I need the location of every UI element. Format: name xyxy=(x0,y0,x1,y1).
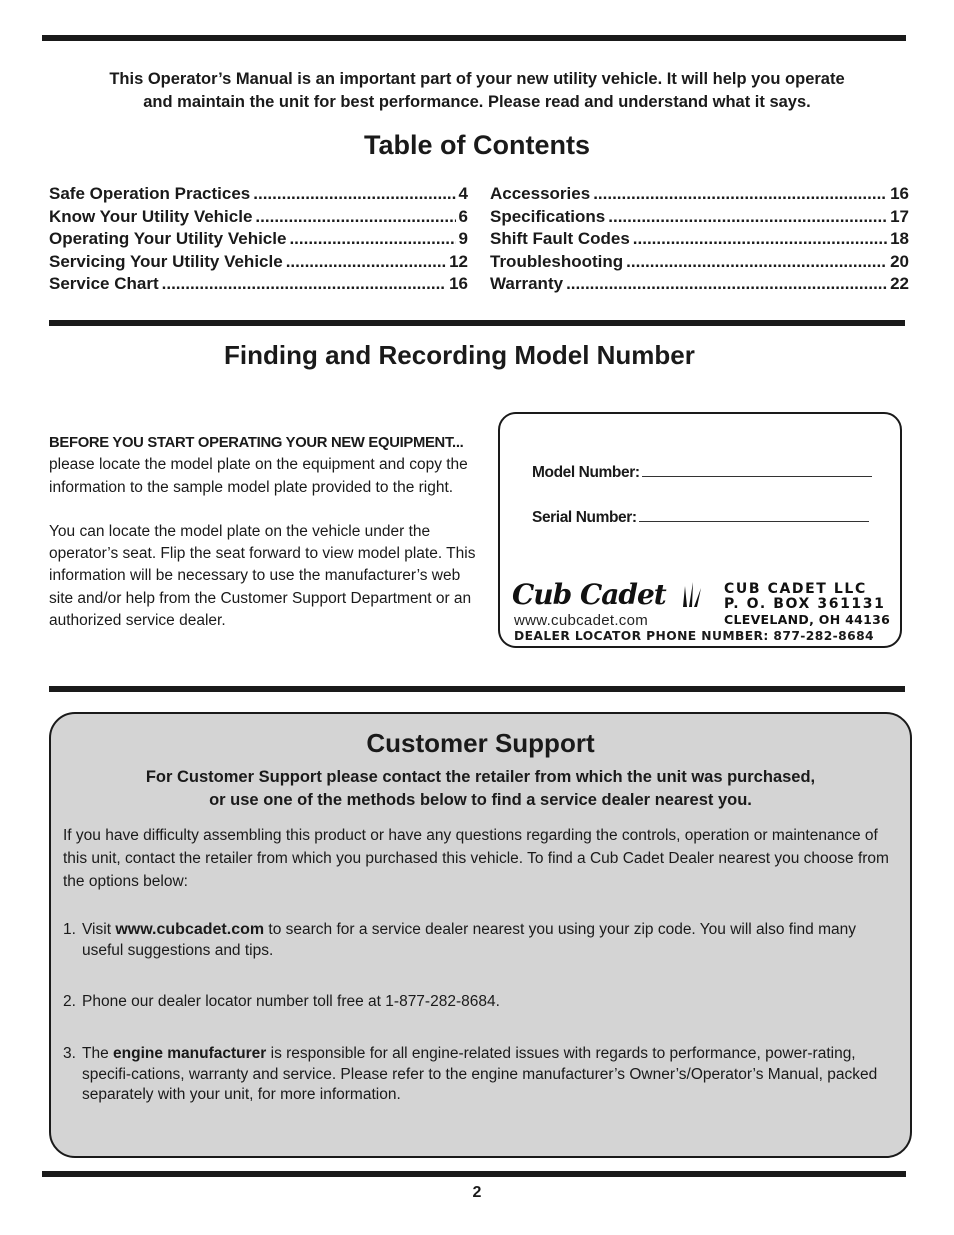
support-option-2 xyxy=(63,992,899,1013)
customer-support-title: Customer Support xyxy=(366,728,595,758)
model-instructions xyxy=(49,432,479,632)
top-rule xyxy=(42,35,906,41)
toc-entry-label: Shift Fault Codes xyxy=(490,229,630,249)
toc-entry-label: Accessories xyxy=(490,184,591,203)
toc-entry-label: Operating Your Utility Vehicle xyxy=(49,229,287,249)
customer-support-paragraph: If you have difficulty assembling this product or have any questions regarding the controls, operation or maintenance of this unit, contact the retailer from which you purchased this vehicle. To find a Cub Cadet Dealer nearest you choose from the options below: xyxy=(63,827,889,890)
toc-entry-label: Safe Operation Practices xyxy=(49,184,251,203)
toc-entry-page: 16 xyxy=(890,184,909,203)
toc-entry-page: 20 xyxy=(890,251,909,271)
option-text-prefix: The xyxy=(82,1045,114,1062)
customer-support-subtitle-line-1: For Customer Support please contact the retailer from which the unit was purchased, xyxy=(145,768,816,786)
toc-entry-page: 4 xyxy=(458,184,468,203)
option-number: 3. xyxy=(63,1045,76,1062)
intro-line-2: and maintain the unit for best performance. Please read and understand what it says. xyxy=(143,93,811,111)
toc-leader-dots xyxy=(162,273,446,296)
option-number: 2. xyxy=(63,993,76,1010)
plate-city: CLEVELAND, OH 44136 xyxy=(724,612,891,627)
website-link[interactable]: www.cubcadet.com xyxy=(115,921,265,938)
toc-entry xyxy=(490,228,909,251)
option-text xyxy=(82,1044,899,1106)
toc-leader-dots xyxy=(633,228,887,251)
model-instructions-para1: please locate the model plate on the equipment and copy the information to the sample model plate provided to the right. xyxy=(49,456,468,496)
toc-entry xyxy=(49,206,468,229)
toc-entry xyxy=(490,251,909,274)
toc-entry xyxy=(490,273,909,296)
option-text-suffix: to search for a service dealer nearest you using your zip code. You will also find many useful suggestions and tips. xyxy=(82,921,856,959)
model-plate xyxy=(498,412,902,648)
toc-entry xyxy=(49,228,468,251)
page-number: 2 xyxy=(472,1184,482,1201)
customer-support-box xyxy=(49,712,912,1158)
model-instructions-para2: You can locate the model plate on the vehicle under the operator’s seat. Flip the seat forward to view model plate. This information will be necessary to use the manufacturer’s web site and/or help from the Customer Support Department or an authorized service dealer. xyxy=(49,522,476,630)
toc-entry-page: 16 xyxy=(449,274,468,294)
option-text-suffix: is responsible for all engine-related issues with regards to performance, power-rating, specifi-cations, warranty and service. Please refer to the engine manufacturer’s Owner’s/Operator’s Manual, packed separately with your unit, for more information. xyxy=(82,1045,878,1103)
toc-entry xyxy=(490,206,909,229)
plate-company: CUB CADET LLC xyxy=(724,581,867,597)
toc-entry-label: Troubleshooting xyxy=(490,251,624,271)
plate-dealer-phone: DEALER LOCATOR PHONE NUMBER: 877-282-8684 xyxy=(514,629,874,643)
serial-number-field xyxy=(532,509,869,527)
toc-entry-label: Warranty xyxy=(490,274,564,294)
toc-left-column xyxy=(49,183,468,296)
customer-support-subtitle-line-2: or use one of the methods below to find a service dealer nearest you. xyxy=(209,791,752,809)
toc-entry-page: 17 xyxy=(890,206,909,226)
model-number-line[interactable] xyxy=(642,464,872,477)
customer-support-subtitle xyxy=(51,766,910,812)
model-instructions-lead: BEFORE YOU START OPERATING YOUR NEW EQUIPMENT... xyxy=(49,435,464,451)
toc-entry-label: Service Chart xyxy=(49,274,159,294)
toc-entry-label: Servicing Your Utility Vehicle xyxy=(49,251,283,271)
serial-number-label: Serial Number: xyxy=(532,509,637,526)
intro-line-1: This Operator’s Manual is an important part of your new utility vehicle. It will help you operate xyxy=(109,70,845,88)
section-rule xyxy=(49,320,905,326)
option-number: 1. xyxy=(63,921,76,938)
option-text xyxy=(82,920,899,961)
option-text-prefix: Visit xyxy=(82,921,116,938)
section-rule xyxy=(49,686,905,692)
toc-entry xyxy=(49,251,468,274)
plate-website: www.cubcadet.com xyxy=(514,612,649,629)
bottom-rule xyxy=(42,1171,906,1177)
toc-entry xyxy=(490,183,909,206)
toc-entry-page: 18 xyxy=(890,229,909,249)
cub-cadet-logo: Cub Cadet xyxy=(512,578,666,611)
toc-entry-label: Know Your Utility Vehicle xyxy=(49,206,253,226)
support-option-3 xyxy=(63,1044,899,1106)
toc-entry xyxy=(49,273,468,296)
toc-entry-page: 12 xyxy=(449,251,468,271)
toc-leader-dots xyxy=(626,251,887,274)
toc-entry-page: 6 xyxy=(458,206,468,226)
model-section-title: Finding and Recording Model Number xyxy=(224,340,695,370)
toc-leader-dots xyxy=(593,183,887,206)
grass-logo-icon xyxy=(680,580,704,608)
plate-po-box: P. O. BOX 361131 xyxy=(724,596,886,612)
toc-entry-page: 9 xyxy=(458,229,468,249)
toc-title: Table of Contents xyxy=(364,130,590,160)
serial-number-line[interactable] xyxy=(639,509,869,522)
toc-entry-label: Specifications xyxy=(490,206,606,226)
toc-leader-dots xyxy=(253,183,455,206)
toc-entry-page: 22 xyxy=(890,274,909,294)
toc-leader-dots xyxy=(608,206,887,229)
option-text: Phone our dealer locator number toll free at 1-877-282-8684. xyxy=(82,993,500,1010)
engine-manufacturer-emphasis: engine manufacturer xyxy=(113,1045,267,1062)
model-number-label: Model Number: xyxy=(532,464,640,481)
model-number-field xyxy=(532,464,872,482)
intro-text xyxy=(48,68,906,114)
plate-address xyxy=(724,582,890,628)
toc-right-column xyxy=(490,183,909,296)
toc-leader-dots xyxy=(289,228,455,251)
toc-entry xyxy=(49,183,468,206)
toc-leader-dots xyxy=(286,251,446,274)
toc-leader-dots xyxy=(566,273,887,296)
support-option-1 xyxy=(63,920,899,961)
toc-leader-dots xyxy=(255,206,455,229)
